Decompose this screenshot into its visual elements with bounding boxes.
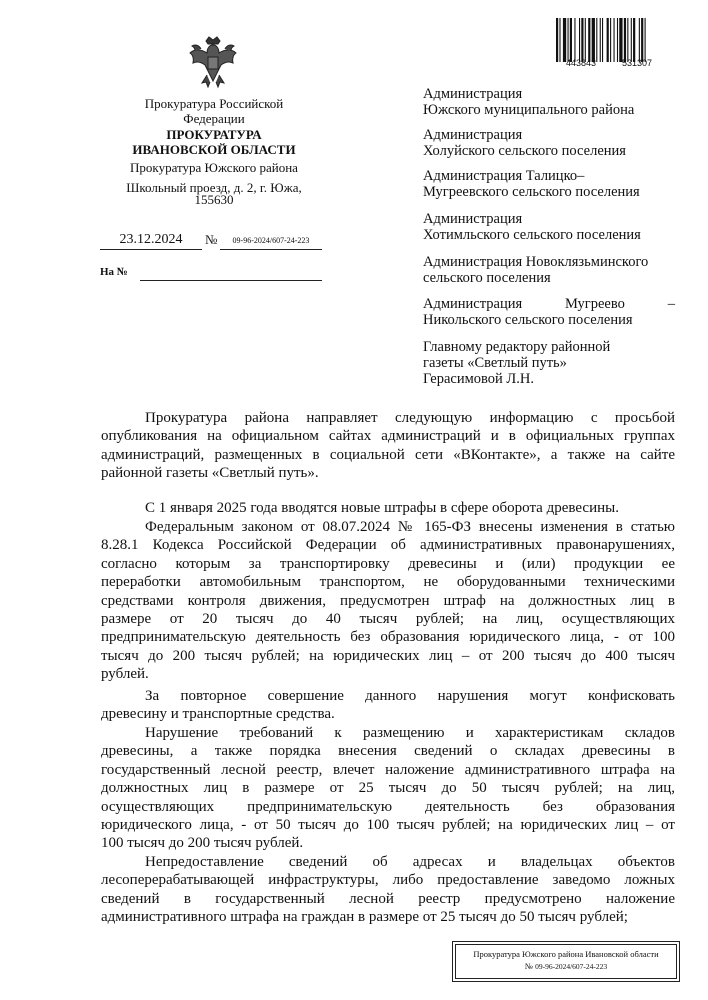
text-line: размере от 20 тысяч до 40 тысяч рублей; на лиц, осуществляющих [101, 611, 675, 628]
barcode-bar [602, 18, 603, 62]
barcode-bar [627, 18, 628, 62]
recipient-line: Администрация Новоклязьминского [423, 254, 649, 270]
text-line: тысяч до 200 тысяч рублей; на юридических лиц – от 200 тысяч до 400 тысяч [101, 647, 675, 664]
text-line: рублей. [101, 666, 149, 683]
text-line: 8.28.1 Кодекса Российской Федерации об административных правонарушениях, [101, 537, 675, 554]
stamp-org: Прокуратура Южского района Ивановской области [473, 949, 659, 959]
barcode-bar [641, 18, 643, 62]
reply-field [140, 266, 322, 281]
paragraph [101, 499, 675, 517]
text-line: 100 тысяч до 200 тысяч рублей. [101, 835, 304, 852]
text-line: Федеральным законом от 08.07.2024 № 165-ФЗ внесены изменения в статью [145, 519, 675, 535]
stamp-number: 09-96-2024/607-24-223 [535, 962, 608, 971]
recipient-line: Герасимовой Л.Н. [423, 371, 534, 387]
sender-org-region: ИВАНОВСКОЙ ОБЛАСТИ [132, 142, 296, 157]
recipient-line: сельского поселения [423, 270, 551, 286]
text-line: районной газеты «Светлый путь». [101, 465, 319, 482]
stamp-number-sign: № [524, 961, 533, 971]
barcode-bar [585, 18, 586, 62]
barcode-bar [624, 18, 626, 62]
recipient-line [423, 296, 675, 312]
text-line: административного штрафа на граждан в размере от 25 тысяч до 50 тысяч рублей; [101, 909, 628, 926]
doc-number-sign: № [205, 232, 218, 247]
text-line: опубликования на официальном сайтах администраций и в официальных группах [101, 428, 675, 445]
text-line: должностных лиц в размере от 25 тысяч до 50 тысяч рублей; на лиц, [101, 780, 675, 797]
sender-address: Школьный проезд, д. 2, г. Южа, [126, 180, 302, 195]
reply-label: На № [100, 266, 128, 278]
recipient-word: Мугреево [565, 296, 625, 312]
sender-postcode: 155630 [194, 192, 234, 207]
recipient-line: Холуйского сельского поселения [423, 143, 626, 159]
text-line: древесину и транспортные средства. [101, 706, 335, 723]
text-line: Непредоставление сведений об адресах и владельцах объектов [145, 854, 675, 870]
recipient-line: Администрация Талицко– [423, 168, 585, 184]
recipient-line: газеты «Светлый путь» [423, 355, 567, 371]
text-line: средствами контроля движения, предусмотрен штраф на должностных лиц в [101, 592, 675, 609]
text-line: лесоперерабатывающей инфраструктуры, либо предоставление заведомо ложных [101, 872, 675, 889]
barcode-bar [563, 18, 566, 62]
barcode-bar [607, 18, 609, 62]
barcode-bar [645, 18, 646, 62]
text-line: осуществляющих предпринимательскую деятельность без образования [101, 798, 675, 815]
barcode-bar [631, 18, 632, 62]
barcode-bar [600, 18, 601, 62]
barcode-bar [610, 18, 611, 62]
text-line: Нарушение требований к размещению и характеристикам складов [145, 725, 675, 741]
recipient-line: Главному редактору районной [423, 339, 611, 355]
recipient-line: Администрация [423, 211, 523, 227]
sender-org-line: Прокуратура Российской [144, 96, 284, 111]
barcode-bar [639, 18, 640, 62]
doc-number: 09-96-2024/607-24-223 [220, 236, 322, 250]
recipient [423, 211, 675, 243]
text-line: За повторное совершение данного нарушения могут конфисковать [145, 688, 675, 704]
recipient-line: Хотимльского сельского поселения [423, 227, 641, 243]
barcode-number-left: 443843 [566, 58, 597, 68]
barcode-bar [619, 18, 622, 62]
text-line: юридического лица, - от 50 тысяч до 100 тысяч рублей; на юридических лиц – от [101, 817, 675, 834]
recipient-line: Администрация [423, 86, 523, 102]
barcode-number-right: 531307 [622, 58, 653, 68]
paragraph [101, 518, 675, 684]
sender-district: Прокуратура Южского района [130, 160, 298, 175]
recipient-line: Мугреевского сельского поселения [423, 184, 640, 200]
recipient-line: Никольского сельского поселения [423, 312, 633, 328]
text-line: С 1 января 2025 года вводятся новые штрафы в сфере оборота древесины. [145, 500, 619, 516]
barcode-bar [592, 18, 595, 62]
sender-org-line: Федерации [183, 111, 245, 126]
paragraph [101, 853, 675, 927]
text-line: древесины, а также порядка внесения сведений о складах древесины в [101, 743, 675, 760]
sender-org-title: ПРОКУРАТУРА [166, 127, 262, 142]
paragraph [101, 724, 675, 853]
text-line: администраций, размещенных в социальной сети «ВКонтакте», а также на сайте [101, 446, 675, 463]
text-line: государственный лесной реестр, влечет наложение административного штрафа на [101, 761, 675, 778]
recipient [423, 127, 675, 159]
recipient-line: Администрация [423, 127, 523, 143]
barcode-bar [581, 18, 583, 62]
recipient-word: Администрация [423, 296, 523, 312]
text-line: Прокуратура района направляет следующую информацию с просьбой [145, 410, 675, 426]
barcode-bar [633, 18, 635, 62]
barcode-bar [559, 18, 560, 62]
barcode-bar [596, 18, 597, 62]
barcode-bar [614, 18, 615, 62]
barcode-bar [574, 18, 575, 62]
registration-stamp [455, 944, 677, 979]
text-line: переработки автомобильным транспортом, не оборудованными техническими [101, 574, 675, 591]
recipient-line: Южского муниципального района [423, 102, 635, 118]
barcode-bar [588, 18, 590, 62]
text-line: согласно которым за транспортировку древесины и (или) продукции ее [101, 555, 675, 572]
barcode-bar [570, 18, 572, 62]
recipient-word: – [667, 296, 675, 312]
barcode [556, 18, 674, 62]
barcode-bar [556, 18, 558, 62]
recipient [423, 296, 675, 328]
doc-date: 23.12.2024 [100, 232, 202, 250]
recipient [423, 86, 675, 118]
barcode-bar [617, 18, 618, 62]
barcode-bar [579, 18, 580, 62]
text-line: сведений в государственный лесной реестр предусмотрено наложение [101, 890, 675, 907]
text-line: предпринимательскую деятельность без образования юридического лица, - от 100 [101, 629, 675, 646]
intro-paragraph [101, 409, 675, 483]
recipient [423, 339, 675, 387]
recipient [423, 254, 675, 286]
paragraph [101, 687, 675, 724]
coat-of-arms-icon [188, 35, 238, 91]
barcode-bar [568, 18, 569, 62]
recipient [423, 168, 675, 200]
